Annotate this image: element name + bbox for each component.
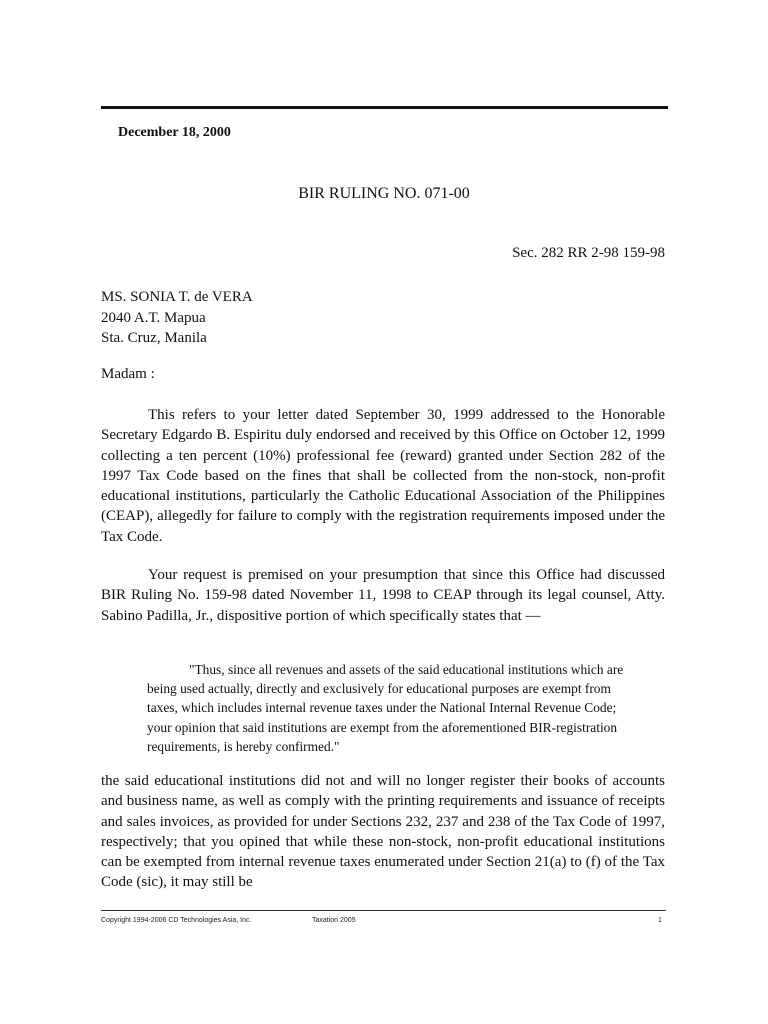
ruling-title: BIR RULING NO. 071-00 [298, 185, 470, 202]
header-rule [101, 106, 668, 109]
addressee-street: 2040 A.T. Mapua [101, 309, 206, 326]
addressee-block [101, 287, 253, 349]
footer-publication: Taxation 2005 [312, 917, 356, 924]
body-paragraph-3: the said educational institutions did not and will no longer register their books of accounts and business name, as well as comply with the printing requirements and issuance of receipts and sales invoices, as provided for under Sections 232, 237 and 238 of the Tax Code of 1997, respectively; that you opined that while these non-stock, non-profit educational institutions can be exempted from internal revenue taxes enumerated under Section 21(a) to (f) of the Tax Code (sic), it may still be [101, 773, 665, 891]
body-paragraph-1: This refers to your letter dated September 30, 1999 addressed to the Honorable Secretary Edgardo B. Espiritu duly endorsed and received by this Office on October 12, 1999 collecting a ten percent (10%) professional fee (reward) granted under Section 282 of the 1997 Tax Code based on the fines that shall be collected from the non-stock, non-profit educational institutions, particularly the Catholic Educational Association of the Philippines (CEAP), allegedly for failure to comply with the registration requirements imposed under the Tax Code. [101, 407, 665, 545]
quoted-ruling: "Thus, since all revenues and assets of the said educational institutions which are being used actually, directly and exclusively for educational purposes are exempt from taxes, which includes internal revenue taxes under the National Internal Revenue Code; your opinion that said institutions are exempt from the aforementioned BIR-registration requirements, is hereby confirmed." [147, 662, 624, 754]
section-reference: Sec. 282 RR 2-98 159-98 [512, 245, 665, 261]
page-number: 1 [658, 917, 662, 924]
addressee-name: MS. SONIA T. de VERA [101, 289, 253, 305]
footer-copyright: Copyright 1994-2006 CD Technologies Asia, Inc. [101, 917, 252, 924]
ruling-date: December 18, 2000 [118, 125, 231, 140]
salutation: Madam : [101, 366, 155, 382]
addressee-city: Sta. Cruz, Manila [101, 330, 207, 346]
footer-rule [101, 910, 666, 911]
body-paragraph-2: Your request is premised on your presumption that since this Office had discussed BIR Ruling No. 159-98 dated November 11, 1998 to CEAP through its legal counsel, Atty. Sabino Padilla, Jr., dispositive portion of which specifically states that — [101, 567, 665, 624]
